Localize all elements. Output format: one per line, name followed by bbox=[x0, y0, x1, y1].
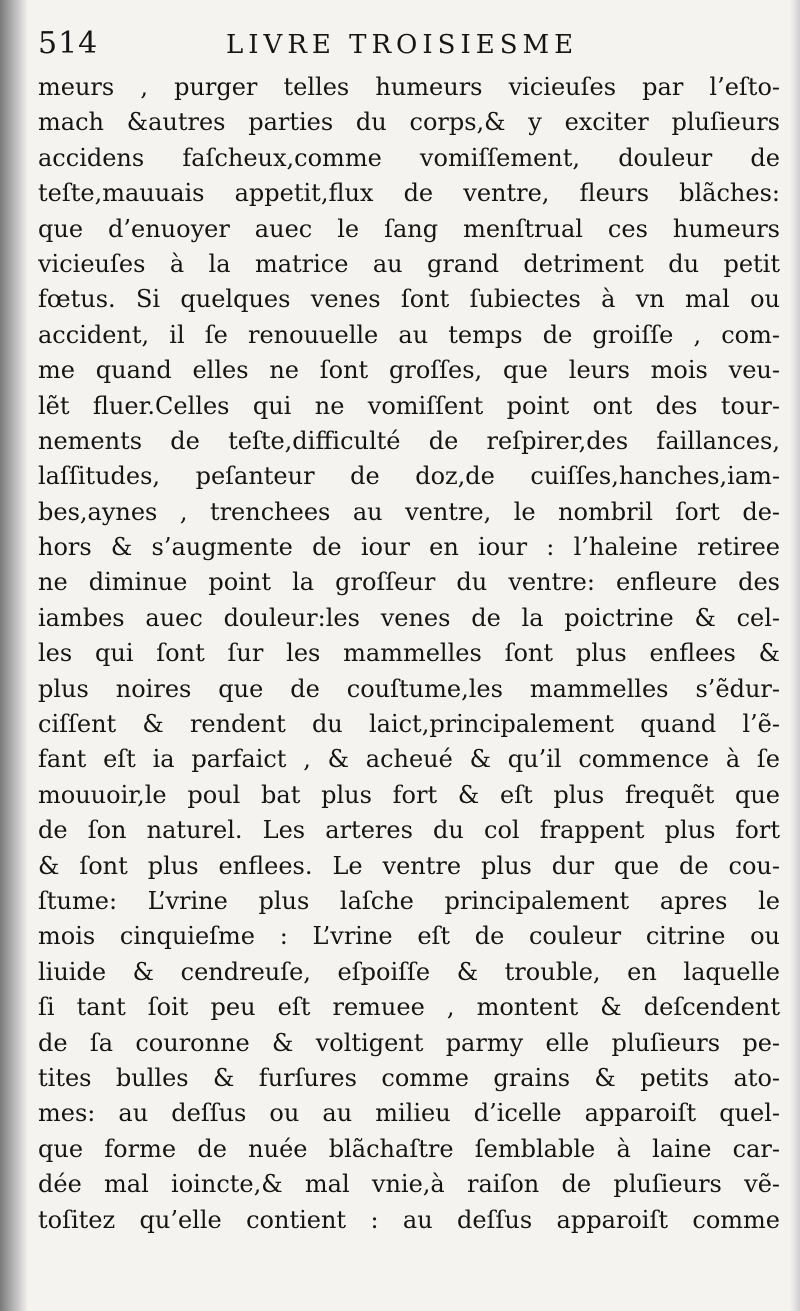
text-line: ne diminue point la groſſeur du ventre: enfleure des bbox=[38, 568, 780, 597]
text-line: hors & s’augmente de iour en iour : l’haleine retiree bbox=[38, 533, 780, 562]
text-line: meurs , purger telles humeurs vicieuſes par l’eſto- bbox=[38, 73, 780, 101]
running-head: LIVRE TROISIESME bbox=[226, 30, 579, 60]
text-line: dée mal ioincte,& mal vnie,à raiſon de pluſieurs vẽ- bbox=[38, 1170, 780, 1199]
text-line: liuide & cendreuſe, eſpoiſſe & trouble, en laquelle bbox=[38, 957, 780, 986]
text-line: me quand elles ne ſont groſſes, que leurs mois veu- bbox=[38, 356, 780, 385]
text-line: de ſa couronne & voltigent parmy elle pluſieurs pe- bbox=[38, 1028, 780, 1057]
text-line: que d’enuoyer auec le ſang menſtrual ces humeurs bbox=[38, 214, 780, 243]
text-line: toſitez qu’elle contient : au deſſus apparoiſt comme bbox=[38, 1205, 780, 1234]
text-line: de ſon naturel. Les arteres du col frappent plus fort bbox=[38, 816, 780, 845]
page-gutter-shadow bbox=[0, 0, 28, 1311]
text-line: ſtume: L’vrine plus laſche principalement apres le bbox=[38, 886, 780, 915]
text-line: les qui ſont ſur les mammelles ſont plus enflees & bbox=[38, 639, 780, 668]
text-line: vicieuſes à la matrice au grand detriment du petit bbox=[38, 249, 780, 278]
text-line: teſte,mauuais appetit,flux de ventre, fleurs blãches: bbox=[38, 179, 780, 208]
text-line: ciſſent & rendent du laict,principalement quand l’ẽ- bbox=[38, 710, 780, 739]
text-line: accidens faſcheux,comme vomiſſement, douleur de bbox=[38, 143, 780, 172]
text-line: accident, il ſe renouuelle au temps de groiſſe , com- bbox=[38, 320, 780, 349]
text-line: ſi tant ſoit peu eſt remuee , montent & deſcendent bbox=[38, 993, 780, 1022]
page-edge-shadow bbox=[790, 0, 800, 1311]
body-text bbox=[38, 70, 780, 1238]
text-line: mouuoir,le poul bat plus fort & eſt plus frequẽt que bbox=[38, 780, 780, 809]
text-line: mois cinquieſme : L’vrine eſt de couleur citrine ou bbox=[38, 922, 780, 951]
text-line: nements de teſte,difficulté de reſpirer,des faillances, bbox=[38, 426, 780, 455]
text-line: & ſont plus enflees. Le ventre plus dur que de cou- bbox=[38, 851, 780, 880]
text-line: laſſitudes, peſanteur de doz,de cuiſſes,hanches,iam- bbox=[38, 462, 780, 491]
page-header bbox=[38, 24, 778, 64]
text-line: que forme de nuée blãchaſtre ſemblable à laine car- bbox=[38, 1134, 780, 1163]
text-line: mach &autres parties du corps,& y exciter pluſieurs bbox=[38, 108, 780, 137]
text-line: mes: au deſſus ou au milieu d’icelle apparoiſt quel- bbox=[38, 1099, 780, 1128]
text-line: lẽt fluer.Celles qui ne vomiſſent point ont des tour- bbox=[38, 391, 780, 420]
text-line: bes,aynes , trenchees au ventre, le nombril ſort de- bbox=[38, 497, 780, 526]
text-line: fœtus. Si quelques venes ſont ſubiectes à vn mal ou bbox=[38, 285, 780, 314]
text-line: plus noires que de couſtume,les mammelles s’ẽdur- bbox=[38, 674, 780, 703]
text-line: fant eſt ia parfaict , & acheué & qu’il commence à ſe bbox=[38, 745, 780, 774]
page-number: 514 bbox=[38, 26, 99, 61]
text-line: tites bulles & furſures comme grains & petits ato- bbox=[38, 1063, 780, 1092]
text-line: iambes auec douleur:les venes de la poictrine & cel- bbox=[38, 603, 780, 632]
